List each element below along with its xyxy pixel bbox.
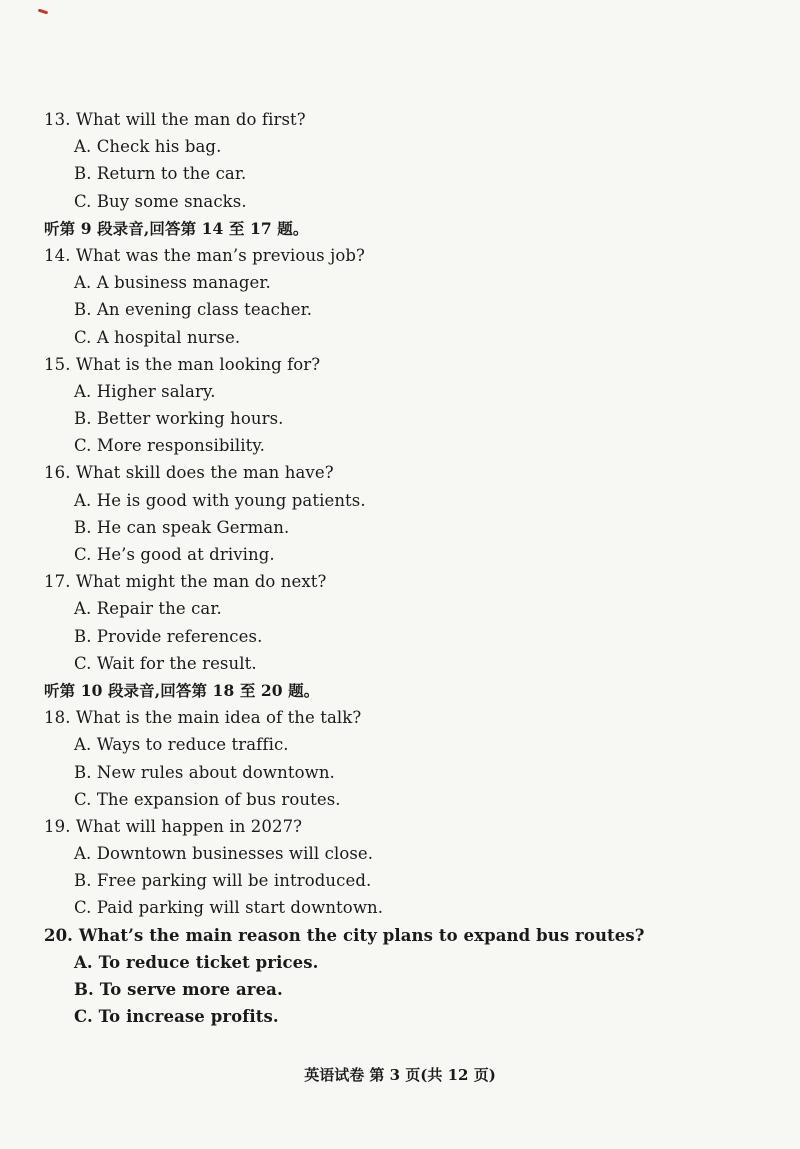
option-20-a: A. To reduce ticket prices. bbox=[74, 952, 319, 972]
question-text: What will happen in 2027? bbox=[75, 816, 303, 836]
option-14-a: A. A business manager. bbox=[74, 273, 271, 293]
option-20-b: B. To serve more area. bbox=[74, 980, 283, 999]
question-text: What might the man do next? bbox=[75, 572, 327, 592]
option-18-a: A. Ways to reduce traffic. bbox=[74, 735, 289, 755]
option-20-c: C. To increase profits. bbox=[74, 1007, 279, 1027]
option-15-a: A. Higher salary. bbox=[74, 381, 216, 401]
question-number: 15. bbox=[44, 354, 71, 374]
option-17-a: A. Repair the car. bbox=[74, 599, 222, 619]
option-14-b: B. An evening class teacher. bbox=[74, 300, 313, 320]
question-number: 14. bbox=[44, 245, 71, 265]
question-list bbox=[44, 106, 764, 1030]
option-13-b: B. Return to the car. bbox=[74, 164, 247, 184]
question-number: 16. bbox=[44, 463, 71, 483]
question-text: What was the man’s previous job? bbox=[75, 245, 365, 265]
section-instruction-10: 听第 10 段录音,回答第 18 至 20 题。 bbox=[44, 680, 320, 700]
option-15-c: C. More responsibility. bbox=[74, 436, 265, 456]
question-number: 18. bbox=[44, 708, 71, 728]
question-number: 13. bbox=[44, 110, 71, 129]
question-text: What’s the main reason the city plans to expand bus routes? bbox=[78, 925, 645, 945]
option-16-a: A. He is good with young patients. bbox=[74, 490, 366, 510]
question-number: 19. bbox=[44, 816, 71, 836]
option-18-b: B. New rules about downtown. bbox=[74, 762, 335, 782]
question-18 bbox=[44, 704, 764, 731]
page-footer: 英语试卷 第 3 页(共 12 页) bbox=[304, 1066, 496, 1084]
option-16-b: B. He can speak German. bbox=[74, 517, 290, 537]
question-17 bbox=[44, 568, 764, 595]
question-number: 20. bbox=[44, 925, 74, 945]
question-text: What will the man do first? bbox=[75, 110, 306, 129]
question-19 bbox=[44, 813, 764, 840]
option-18-c: C. The expansion of bus routes. bbox=[74, 789, 341, 809]
option-13-a: A. Check his bag. bbox=[74, 137, 222, 157]
option-17-b: B. Provide references. bbox=[74, 626, 263, 646]
option-19-b: B. Free parking will be introduced. bbox=[74, 871, 372, 891]
question-15 bbox=[44, 351, 764, 378]
corner-mark bbox=[38, 9, 48, 15]
question-number: 17. bbox=[44, 572, 71, 592]
question-text: What skill does the man have? bbox=[75, 463, 334, 483]
question-text: What is the main idea of the talk? bbox=[75, 708, 362, 728]
option-13-c: C. Buy some snacks. bbox=[74, 191, 247, 211]
option-17-c: C. Wait for the result. bbox=[74, 653, 257, 673]
question-text: What is the man looking for? bbox=[75, 354, 321, 374]
question-13 bbox=[44, 106, 764, 133]
section-instruction-9: 听第 9 段录音,回答第 14 至 17 题。 bbox=[44, 218, 309, 238]
option-16-c: C. He’s good at driving. bbox=[74, 545, 275, 564]
option-14-c: C. A hospital nurse. bbox=[74, 327, 241, 347]
question-14 bbox=[44, 242, 764, 269]
option-19-c: C. Paid parking will start downtown. bbox=[74, 898, 384, 918]
question-16 bbox=[44, 459, 764, 486]
option-15-b: B. Better working hours. bbox=[74, 409, 284, 429]
option-19-a: A. Downtown businesses will close. bbox=[74, 844, 374, 864]
question-20 bbox=[44, 922, 764, 949]
